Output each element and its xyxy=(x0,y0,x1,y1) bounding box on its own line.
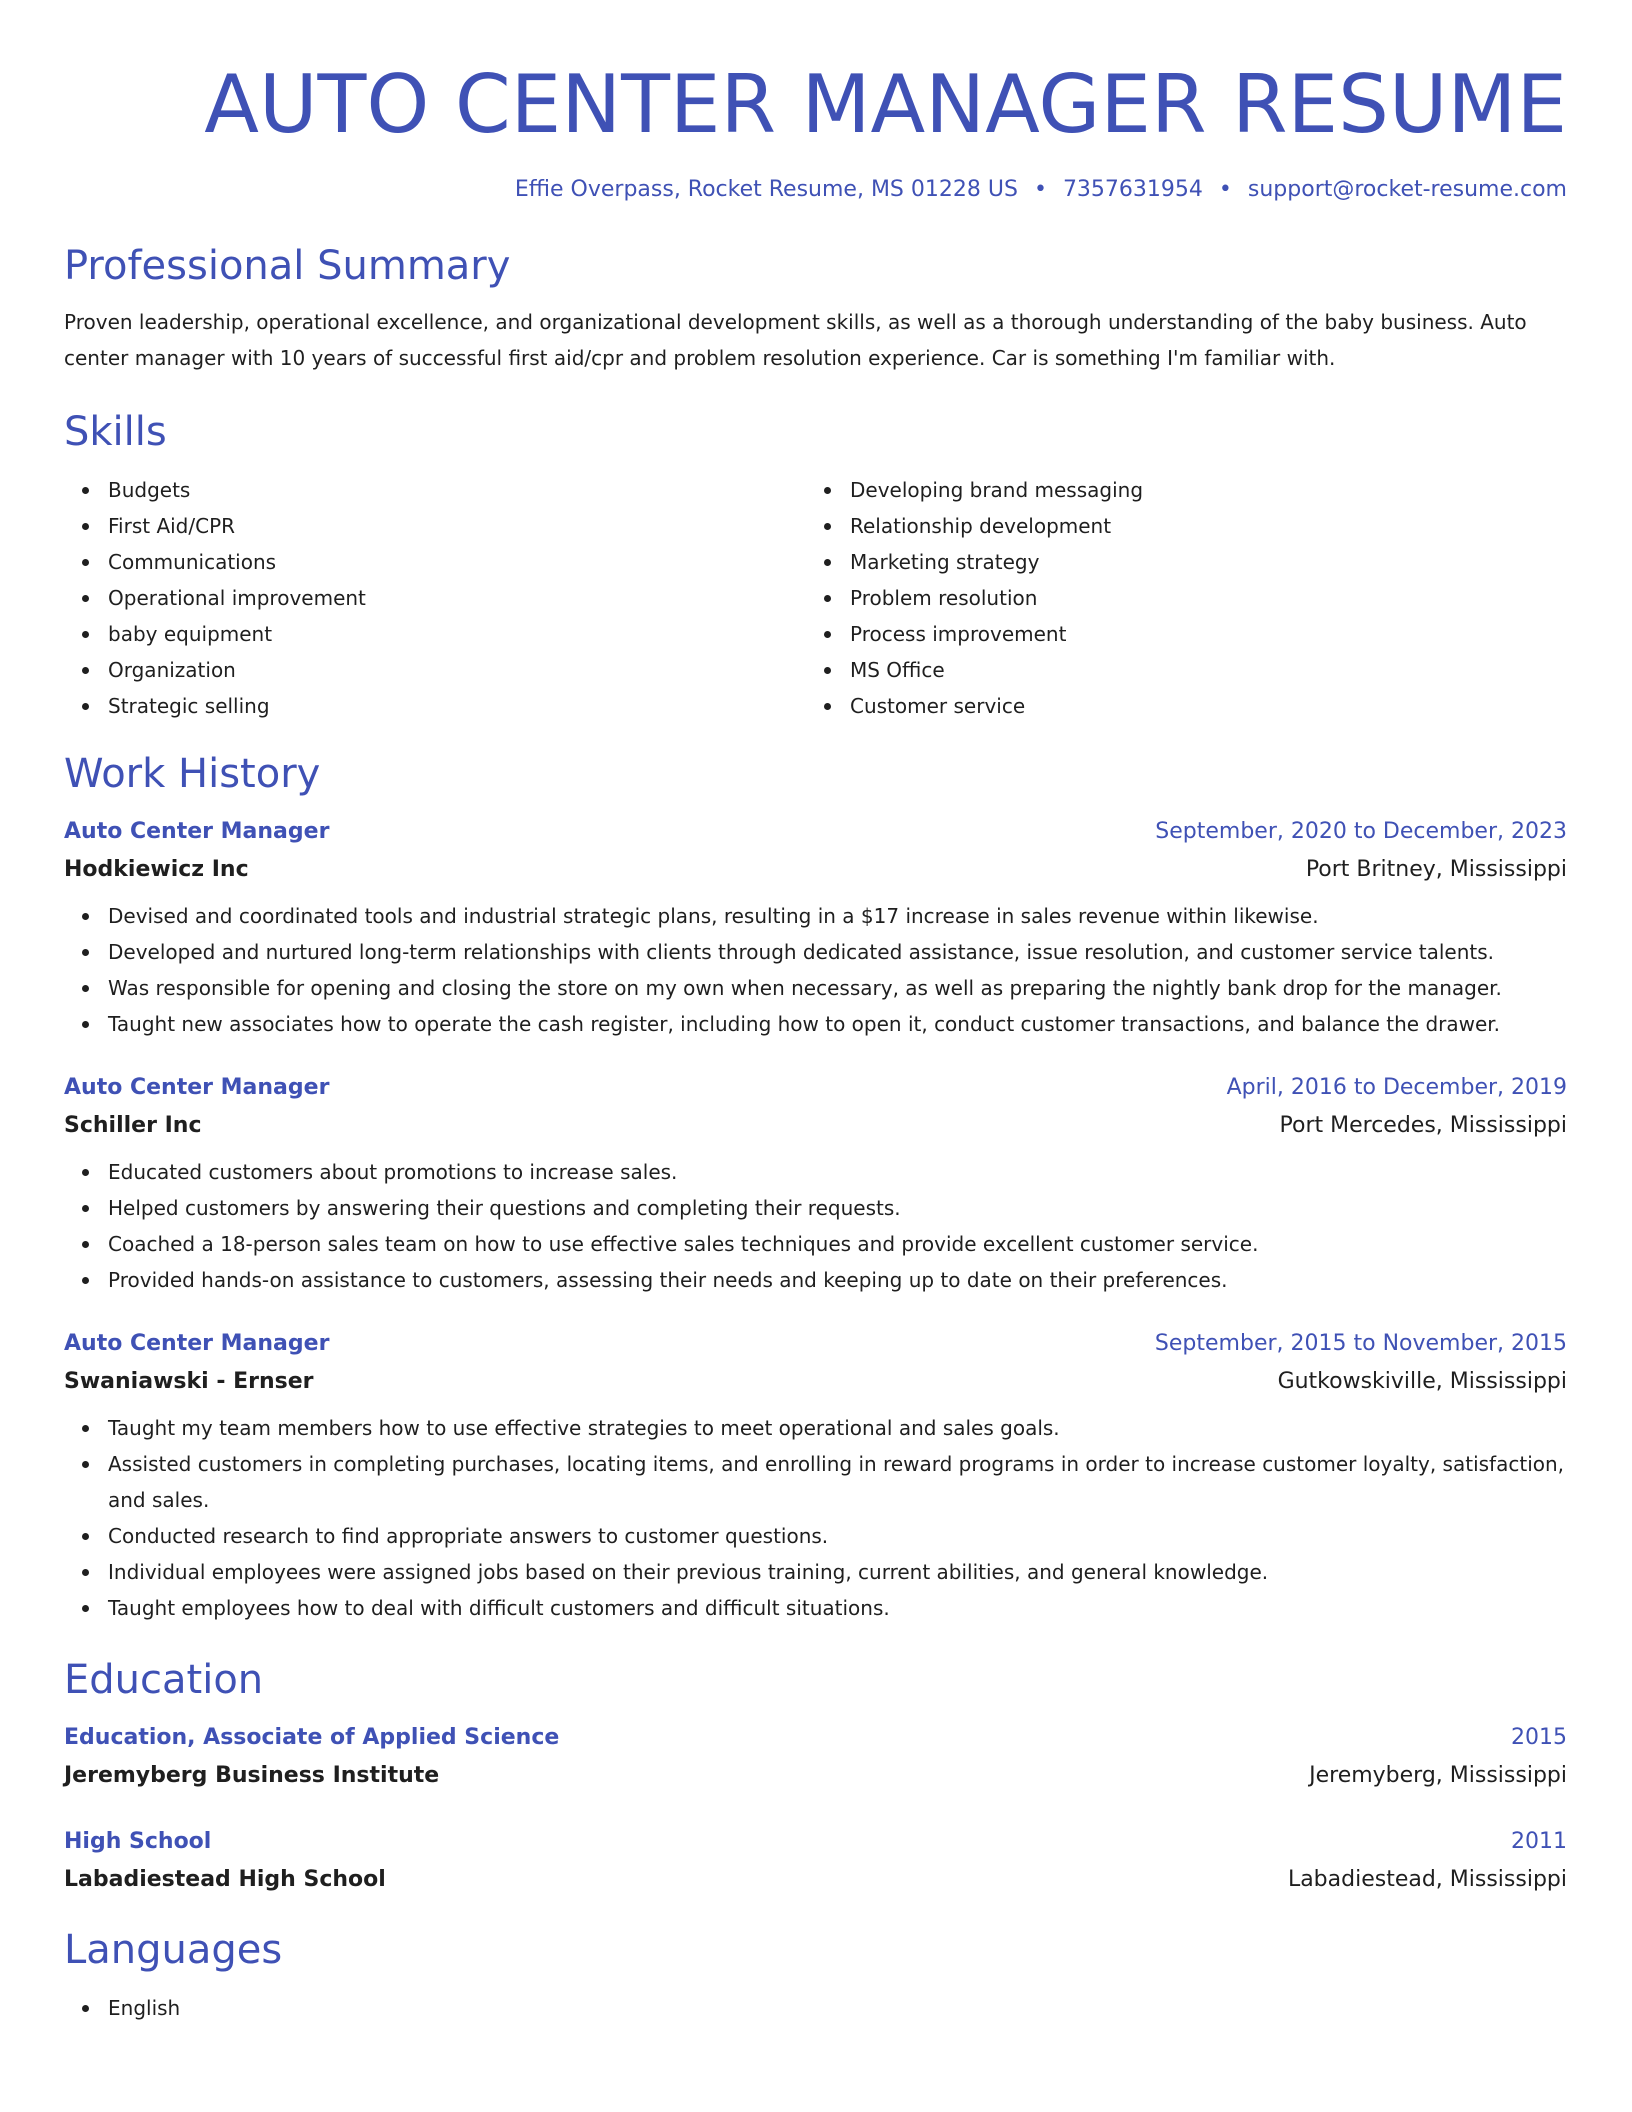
resume-title: AUTO CENTER MANAGER RESUME xyxy=(204,58,1567,151)
education-school-row xyxy=(64,1760,1567,1792)
skill-item: Budgets xyxy=(64,472,806,508)
job-company-row xyxy=(64,1366,1567,1398)
job-header-row xyxy=(64,1328,1567,1360)
education-school: Jeremyberg Business Institute xyxy=(64,1763,440,1788)
skill-item: Organization xyxy=(64,652,806,688)
education-school: Labadiestead High School xyxy=(64,1867,386,1892)
job-bullet: Taught new associates how to operate the cash register, including how to open it, conduct customer transactions, and balance the drawer. xyxy=(64,1006,1567,1042)
job-bullet: Individual employees were assigned jobs based on their previous training, current abilities, and general knowledge. xyxy=(64,1554,1567,1590)
job-bullet: Devised and coordinated tools and industrial strategic plans, resulting in a $17 increase in sales revenue within likewise. xyxy=(64,898,1567,934)
job-bullets xyxy=(64,1410,1567,1626)
job-bullet: Taught my team members how to use effective strategies to meet operational and sales goals. xyxy=(64,1410,1567,1446)
section-title-summary: Professional Summary xyxy=(64,243,511,289)
skill-item: Strategic selling xyxy=(64,688,806,724)
work-history-section xyxy=(64,748,1567,1626)
skills-section xyxy=(64,406,1567,724)
job-bullet: Assisted customers in completing purchases, locating items, and enrolling in reward programs in order to increase customer loyalty, satisfaction, and sales. xyxy=(64,1446,1567,1518)
resume-page xyxy=(64,0,1567,2026)
job-dates: April, 2016 to December, 2019 xyxy=(1226,1075,1567,1100)
skill-item: Operational improvement xyxy=(64,580,806,616)
skills-list-left xyxy=(64,472,806,724)
education-year: 2011 xyxy=(1511,1829,1567,1854)
skill-item: Relationship development xyxy=(806,508,1548,544)
job-title: Auto Center Manager xyxy=(64,1331,330,1356)
job-header-row xyxy=(64,1072,1567,1104)
job-bullet: Provided hands-on assistance to customers, assessing their needs and keeping up to date on their preferences. xyxy=(64,1262,1567,1298)
skill-item: Customer service xyxy=(806,688,1548,724)
contact-line xyxy=(64,174,1567,206)
skills-list-right xyxy=(806,472,1548,724)
section-title-work-history: Work History xyxy=(64,751,321,797)
job-company: Schiller Inc xyxy=(64,1113,202,1138)
job-company: Swaniawski - Ernser xyxy=(64,1369,314,1394)
job-entry xyxy=(64,1328,1567,1626)
job-bullets xyxy=(64,1154,1567,1298)
job-company-row xyxy=(64,1110,1567,1142)
languages-list xyxy=(64,1990,1567,2026)
education-location: Labadiestead, Mississippi xyxy=(1287,1867,1567,1892)
job-bullet: Educated customers about promotions to increase sales. xyxy=(64,1154,1567,1190)
job-title: Auto Center Manager xyxy=(64,819,330,844)
job-title: Auto Center Manager xyxy=(64,1075,330,1100)
education-header-row xyxy=(64,1722,1567,1754)
job-bullet: Taught employees how to deal with difficult customers and difficult situations. xyxy=(64,1590,1567,1626)
education-degree: High School xyxy=(64,1829,212,1854)
job-bullet: Developed and nurtured long-term relationships with clients through dedicated assistance, issue resolution, and customer service talents. xyxy=(64,934,1567,970)
education-header-row xyxy=(64,1826,1567,1858)
skill-item: Marketing strategy xyxy=(806,544,1548,580)
section-title-education: Education xyxy=(64,1657,264,1703)
skill-item: Process improvement xyxy=(806,616,1548,652)
contact-phone: 7357631954 xyxy=(1062,177,1203,202)
education-degree: Education, Associate of Applied Science xyxy=(64,1725,560,1750)
education-section xyxy=(64,1654,1567,1896)
job-dates: September, 2015 to November, 2015 xyxy=(1154,1331,1567,1356)
job-company: Hodkiewicz Inc xyxy=(64,857,249,882)
job-bullet: Helped customers by answering their questions and completing their requests. xyxy=(64,1190,1567,1226)
job-entry xyxy=(64,1072,1567,1298)
language-item: English xyxy=(64,1990,1567,2026)
skill-item: Problem resolution xyxy=(806,580,1548,616)
education-school-row xyxy=(64,1864,1567,1896)
job-location: Gutkowskiville, Mississippi xyxy=(1277,1369,1567,1394)
education-entry xyxy=(64,1826,1567,1896)
summary-text: Proven leadership, operational excellence, and organizational development skills, as well as a thorough understanding of the baby business. Auto center manager with 10 years of successful first aid/cpr and problem resolution experience. Car is something I'm familiar with. xyxy=(64,310,1527,370)
languages-section xyxy=(64,1924,1567,2026)
job-location: Port Britney, Mississippi xyxy=(1305,857,1567,882)
job-bullets xyxy=(64,898,1567,1042)
skill-item: Developing brand messaging xyxy=(806,472,1548,508)
job-bullet: Conducted research to find appropriate answers to customer questions. xyxy=(64,1518,1567,1554)
contact-separator: • xyxy=(1033,177,1047,202)
education-location: Jeremyberg, Mississippi xyxy=(1309,1763,1567,1788)
contact-separator: • xyxy=(1218,177,1232,202)
section-title-skills: Skills xyxy=(64,409,167,455)
education-entry xyxy=(64,1722,1567,1792)
contact-email: support@rocket-resume.com xyxy=(1247,177,1567,202)
section-title-languages: Languages xyxy=(64,1927,283,1973)
skill-item: First Aid/CPR xyxy=(64,508,806,544)
education-year: 2015 xyxy=(1511,1725,1567,1750)
skills-grid xyxy=(64,472,1567,724)
job-location: Port Mercedes, Mississippi xyxy=(1279,1113,1567,1138)
job-bullet: Coached a 18-person sales team on how to use effective sales techniques and provide excellent customer service. xyxy=(64,1226,1567,1262)
job-bullet: Was responsible for opening and closing the store on my own when necessary, as well as preparing the nightly bank drop for the manager. xyxy=(64,970,1567,1006)
job-header-row xyxy=(64,816,1567,848)
summary-section xyxy=(64,240,1567,376)
job-company-row xyxy=(64,854,1567,886)
job-dates: September, 2020 to December, 2023 xyxy=(1155,819,1567,844)
skill-item: MS Office xyxy=(806,652,1548,688)
job-entry xyxy=(64,816,1567,1042)
skill-item: Communications xyxy=(64,544,806,580)
skill-item: baby equipment xyxy=(64,616,806,652)
contact-address: Effie Overpass, Rocket Resume, MS 01228 US xyxy=(514,177,1018,202)
